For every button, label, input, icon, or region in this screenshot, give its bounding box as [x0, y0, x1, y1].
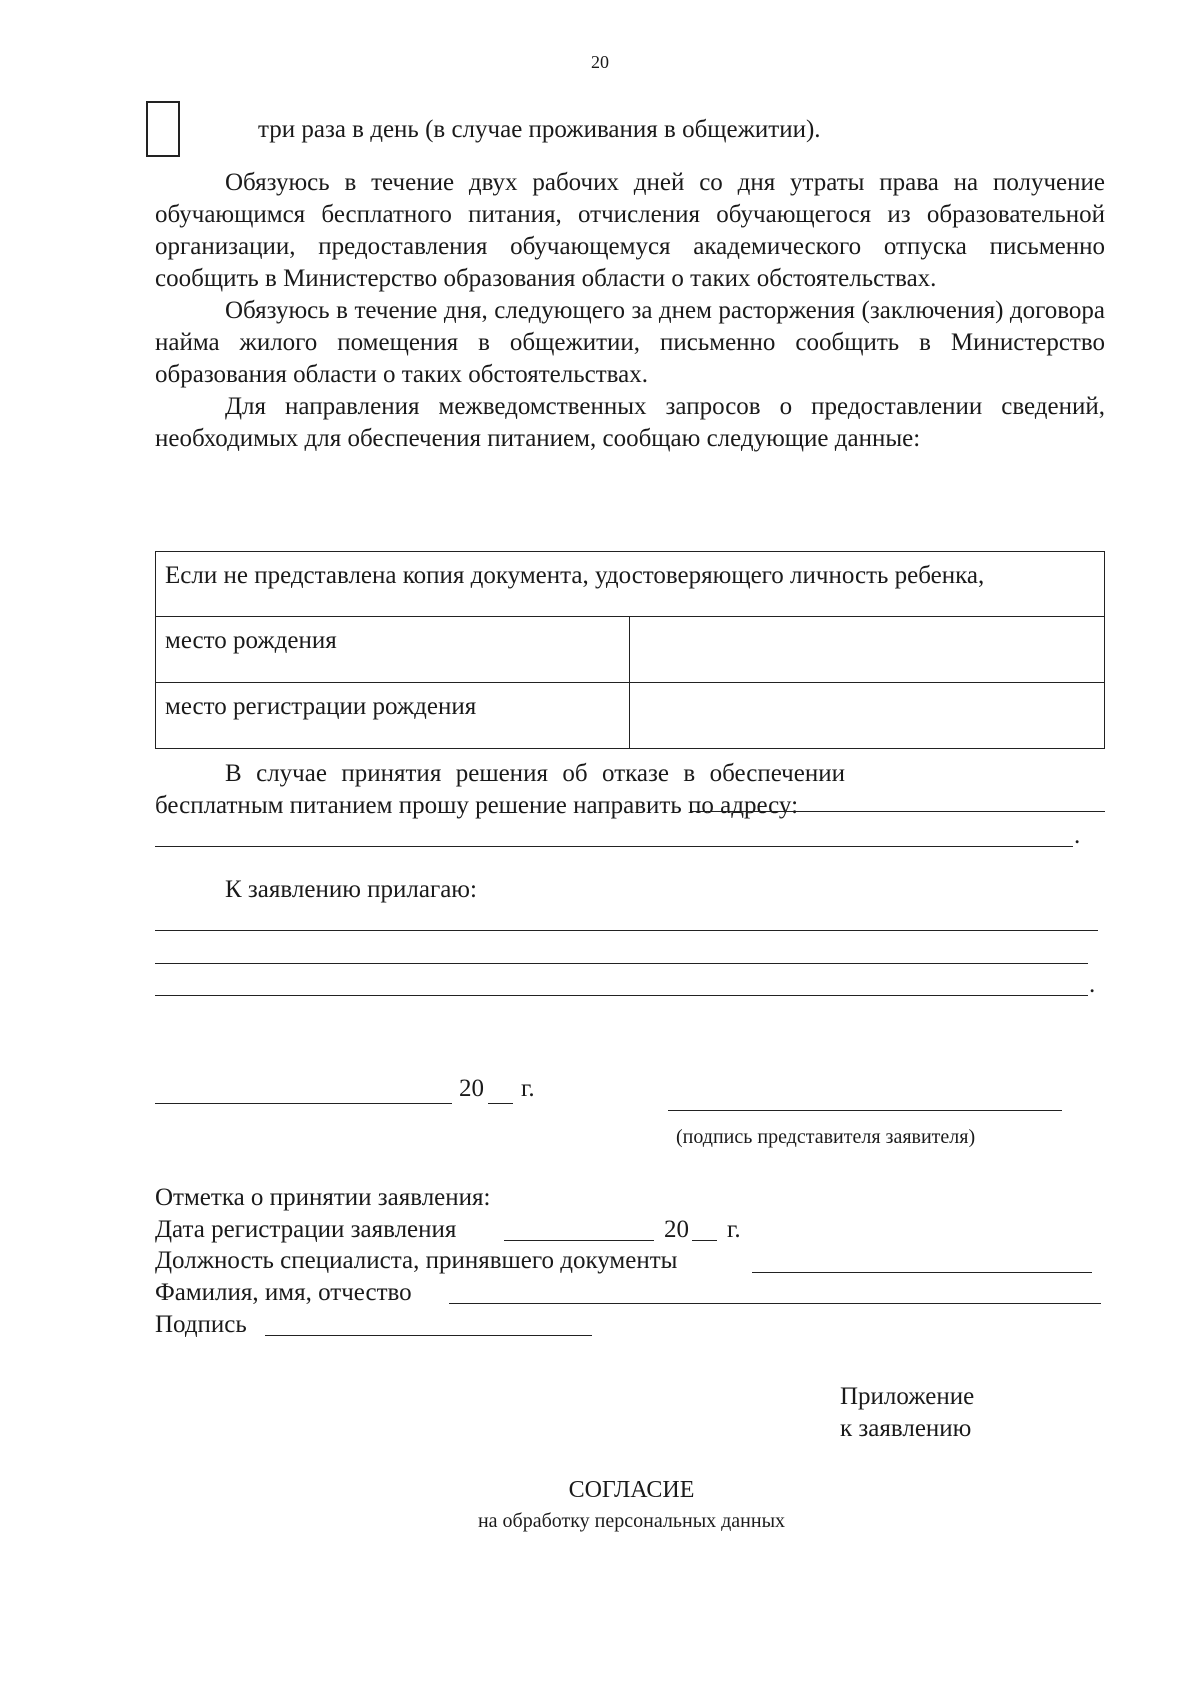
- data-request-paragraph: Для направления межведомственных запросов о предоставлении сведений, необходимых для обеспечения питанием, сообщаю следующие данные:: [155, 393, 1105, 452]
- obligation-paragraph-1: Обязуюсь в течение двух рабочих дней со дня утраты права на получение обучающимся бесплатного питания, отчисления обучающегося из образовательной организации, предоставления обучающемуся академического отпуска письменно сообщить в Министерство образования области о таких обстоятельствах.: [155, 169, 1105, 292]
- full-name-line[interactable]: [449, 1303, 1101, 1304]
- attachment-line-3[interactable]: [155, 995, 1088, 996]
- address-line-2[interactable]: [155, 846, 1073, 847]
- page-number: 20: [591, 52, 609, 72]
- specialist-position-label: Должность специалиста, принявшего документы: [155, 1247, 678, 1274]
- table-label-cell: место регистрации рождения: [156, 683, 630, 749]
- table-header-cell: Если не представлена копия документа, удостоверяющего личность ребенка,: [156, 552, 1105, 617]
- date-year-suffix: г.: [521, 1075, 535, 1102]
- attachment-line-1[interactable]: [155, 930, 1098, 931]
- full-name-label: Фамилия, имя, отчество: [155, 1279, 412, 1306]
- attachments-label: К заявлению прилагаю:: [225, 876, 477, 903]
- meal-option-checkbox[interactable]: [146, 101, 180, 157]
- table-row: [156, 683, 1105, 749]
- registration-year-suffix: г.: [727, 1216, 741, 1243]
- obligations-section: [155, 167, 1105, 455]
- period-mark: .: [1074, 822, 1081, 849]
- signature-line[interactable]: [668, 1110, 1062, 1111]
- table-label-cell: место рождения: [156, 617, 630, 683]
- refusal-text: В случае принятия решения об отказе в обеспечении бесплатным питанием прошу решение направить по адресу:: [155, 760, 845, 819]
- appendix-line-1: Приложение: [840, 1383, 975, 1410]
- registration-year-blank[interactable]: [692, 1240, 717, 1241]
- birth-registration-input-cell[interactable]: [630, 683, 1105, 749]
- date-year-prefix: 20: [459, 1075, 484, 1102]
- acceptance-title: Отметка о принятии заявления:: [155, 1184, 491, 1211]
- refusal-section: [155, 758, 845, 822]
- birth-info-table: [155, 551, 1105, 749]
- registration-date-line[interactable]: [504, 1240, 654, 1241]
- period-mark: .: [1089, 971, 1096, 998]
- date-year-blank[interactable]: [488, 1103, 513, 1104]
- signature-caption: (подпись представителя заявителя): [676, 1126, 976, 1148]
- signature-label: Подпись: [155, 1311, 247, 1338]
- meal-option-label: три раза в день (в случае проживания в общежитии).: [258, 116, 821, 143]
- registration-year-prefix: 20: [664, 1216, 689, 1243]
- table-row: [156, 617, 1105, 683]
- date-line[interactable]: [155, 1103, 452, 1104]
- registration-date-label: Дата регистрации заявления: [155, 1216, 457, 1243]
- consent-title: СОГЛАСИЕ: [568, 1477, 695, 1503]
- obligation-paragraph-2: Обязуюсь в течение дня, следующего за днем расторжения (заключения) договора найма жилого помещения в общежитии, письменно сообщить в Министерство образования области о таких обстоятельствах.: [155, 297, 1105, 388]
- birthplace-input-cell[interactable]: [630, 617, 1105, 683]
- address-line-1[interactable]: [690, 811, 1105, 812]
- specialist-position-line[interactable]: [752, 1272, 1092, 1273]
- specialist-signature-line[interactable]: [265, 1335, 592, 1336]
- appendix-line-2: к заявлению: [840, 1415, 972, 1442]
- consent-subtitle: на обработку персональных данных: [477, 1510, 786, 1532]
- attachment-line-2[interactable]: [155, 963, 1088, 964]
